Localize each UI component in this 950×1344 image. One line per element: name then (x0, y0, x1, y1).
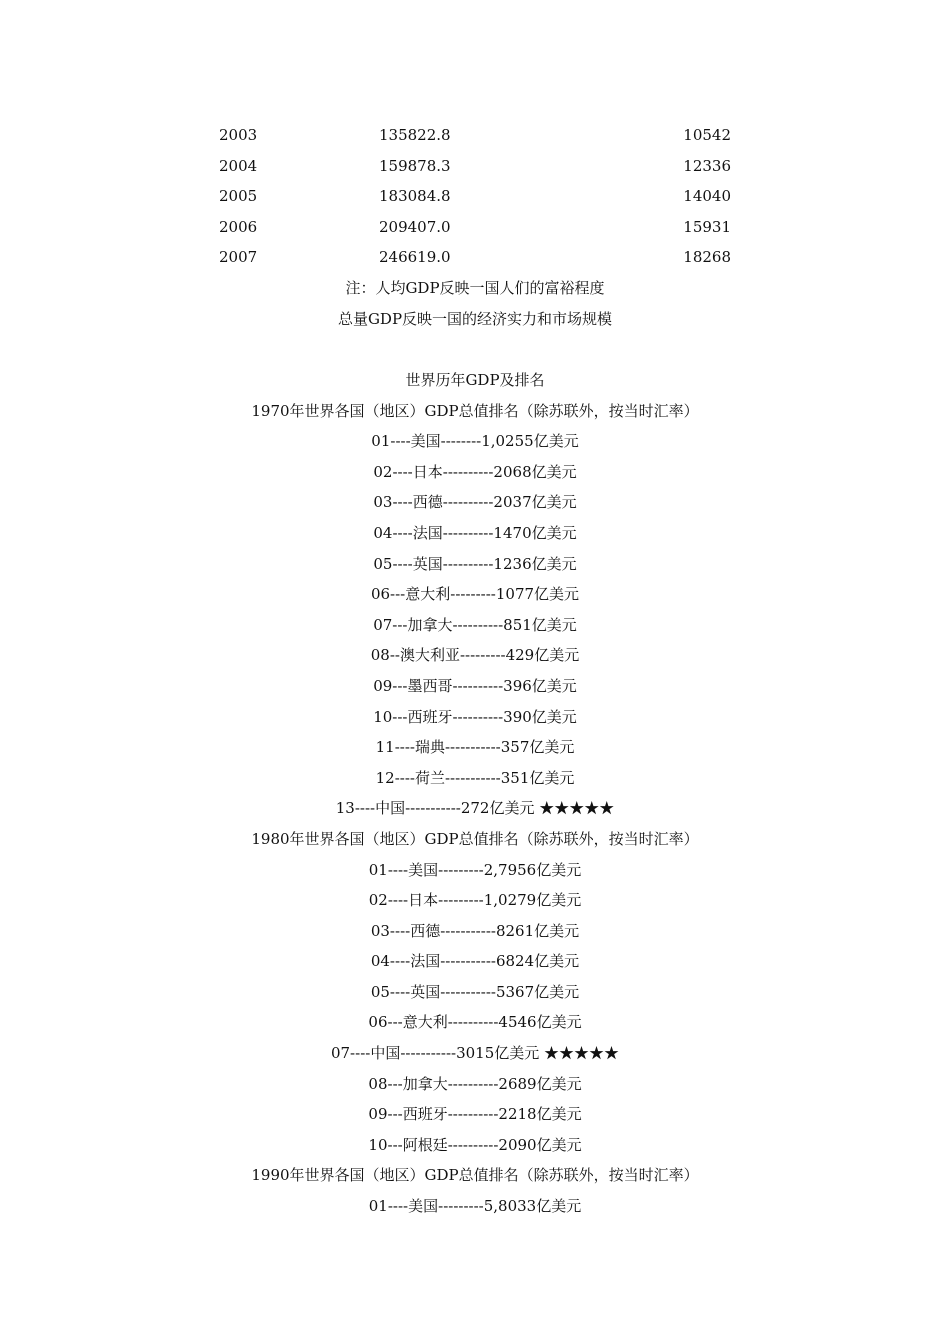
ranking-line: 10---阿根廷----------2090亿美元 (368, 1135, 582, 1154)
per-capita-gdp-cell: 15931 (683, 217, 731, 236)
ranking-line-china: 07----中国-----------3015亿美元 ★★★★★ (330, 1044, 620, 1063)
ranking-line: 09---墨西哥----------396亿美元 (373, 676, 577, 695)
ranking-heading: 1970年世界各国（地区）GDP总值排名（除苏联外，按当时汇率） (251, 401, 699, 420)
ranking-line: 05----英国----------1236亿美元 (373, 554, 577, 573)
year-cell: 2003 (219, 126, 258, 144)
year-cell: 2006 (219, 217, 258, 236)
total-gdp-cell: 159878.3 (379, 156, 451, 175)
ranking-line: 03----西德-----------8261亿美元 (370, 921, 580, 940)
note-line: 总量GDP反映一国的经济实力和市场规模 (337, 309, 613, 328)
ranking-line: 02----日本---------1,0279亿美元 (368, 891, 582, 910)
note-line: 注：人均GDP反映一国人们的富裕程度 (345, 279, 605, 297)
table-row (0, 181, 950, 212)
ranking-line: 03----西德----------2037亿美元 (373, 493, 577, 512)
ranking-line-china: 13----中国-----------272亿美元 ★★★★★ (335, 799, 615, 818)
section-title: 世界历年GDP及排名 (405, 371, 545, 389)
total-gdp-cell: 183084.8 (379, 187, 451, 206)
ranking-line: 06---意大利----------4546亿美元 (368, 1013, 582, 1032)
ranking-section (0, 365, 950, 1222)
table-row (0, 242, 950, 273)
ranking-line: 09---西班牙----------2218亿美元 (368, 1105, 582, 1124)
year-cell: 2004 (219, 156, 258, 175)
gdp-table (0, 120, 950, 273)
ranking-line: 11----瑞典-----------357亿美元 (375, 738, 575, 757)
ranking-line: 05----英国-----------5367亿美元 (370, 982, 580, 1001)
ranking-heading: 1990年世界各国（地区）GDP总值排名（除苏联外，按当时汇率） (251, 1166, 699, 1185)
ranking-line: 12----荷兰-----------351亿美元 (375, 768, 575, 787)
year-cell: 2007 (219, 248, 258, 267)
per-capita-gdp-cell: 10542 (683, 126, 731, 144)
ranking-line: 10---西班牙----------390亿美元 (373, 707, 577, 726)
notes (0, 273, 950, 334)
per-capita-gdp-cell: 12336 (683, 156, 731, 175)
ranking-line: 01----美国--------1,0255亿美元 (371, 432, 579, 451)
total-gdp-cell: 246619.0 (379, 248, 451, 267)
table-row (0, 151, 950, 182)
year-cell: 2005 (219, 187, 258, 206)
ranking-line: 01----美国---------5,8033亿美元 (368, 1197, 582, 1216)
table-row (0, 212, 950, 243)
per-capita-gdp-cell: 14040 (683, 187, 731, 206)
ranking-heading: 1980年世界各国（地区）GDP总值排名（除苏联外，按当时汇率） (251, 829, 699, 848)
per-capita-gdp-cell: 18268 (683, 248, 731, 267)
ranking-line: 08--澳大利亚---------429亿美元 (370, 646, 580, 665)
total-gdp-cell: 135822.8 (379, 126, 451, 144)
ranking-line: 01----美国---------2,7956亿美元 (368, 860, 582, 879)
ranking-line: 07---加拿大----------851亿美元 (373, 615, 577, 634)
table-row (0, 120, 950, 151)
ranking-line: 04----法国-----------6824亿美元 (370, 952, 580, 971)
ranking-line: 08---加拿大----------2689亿美元 (368, 1074, 582, 1093)
ranking-line: 02----日本----------2068亿美元 (373, 462, 577, 481)
ranking-line: 06---意大利---------1077亿美元 (370, 585, 580, 604)
ranking-line: 04----法国----------1470亿美元 (373, 523, 577, 542)
total-gdp-cell: 209407.0 (379, 217, 451, 236)
